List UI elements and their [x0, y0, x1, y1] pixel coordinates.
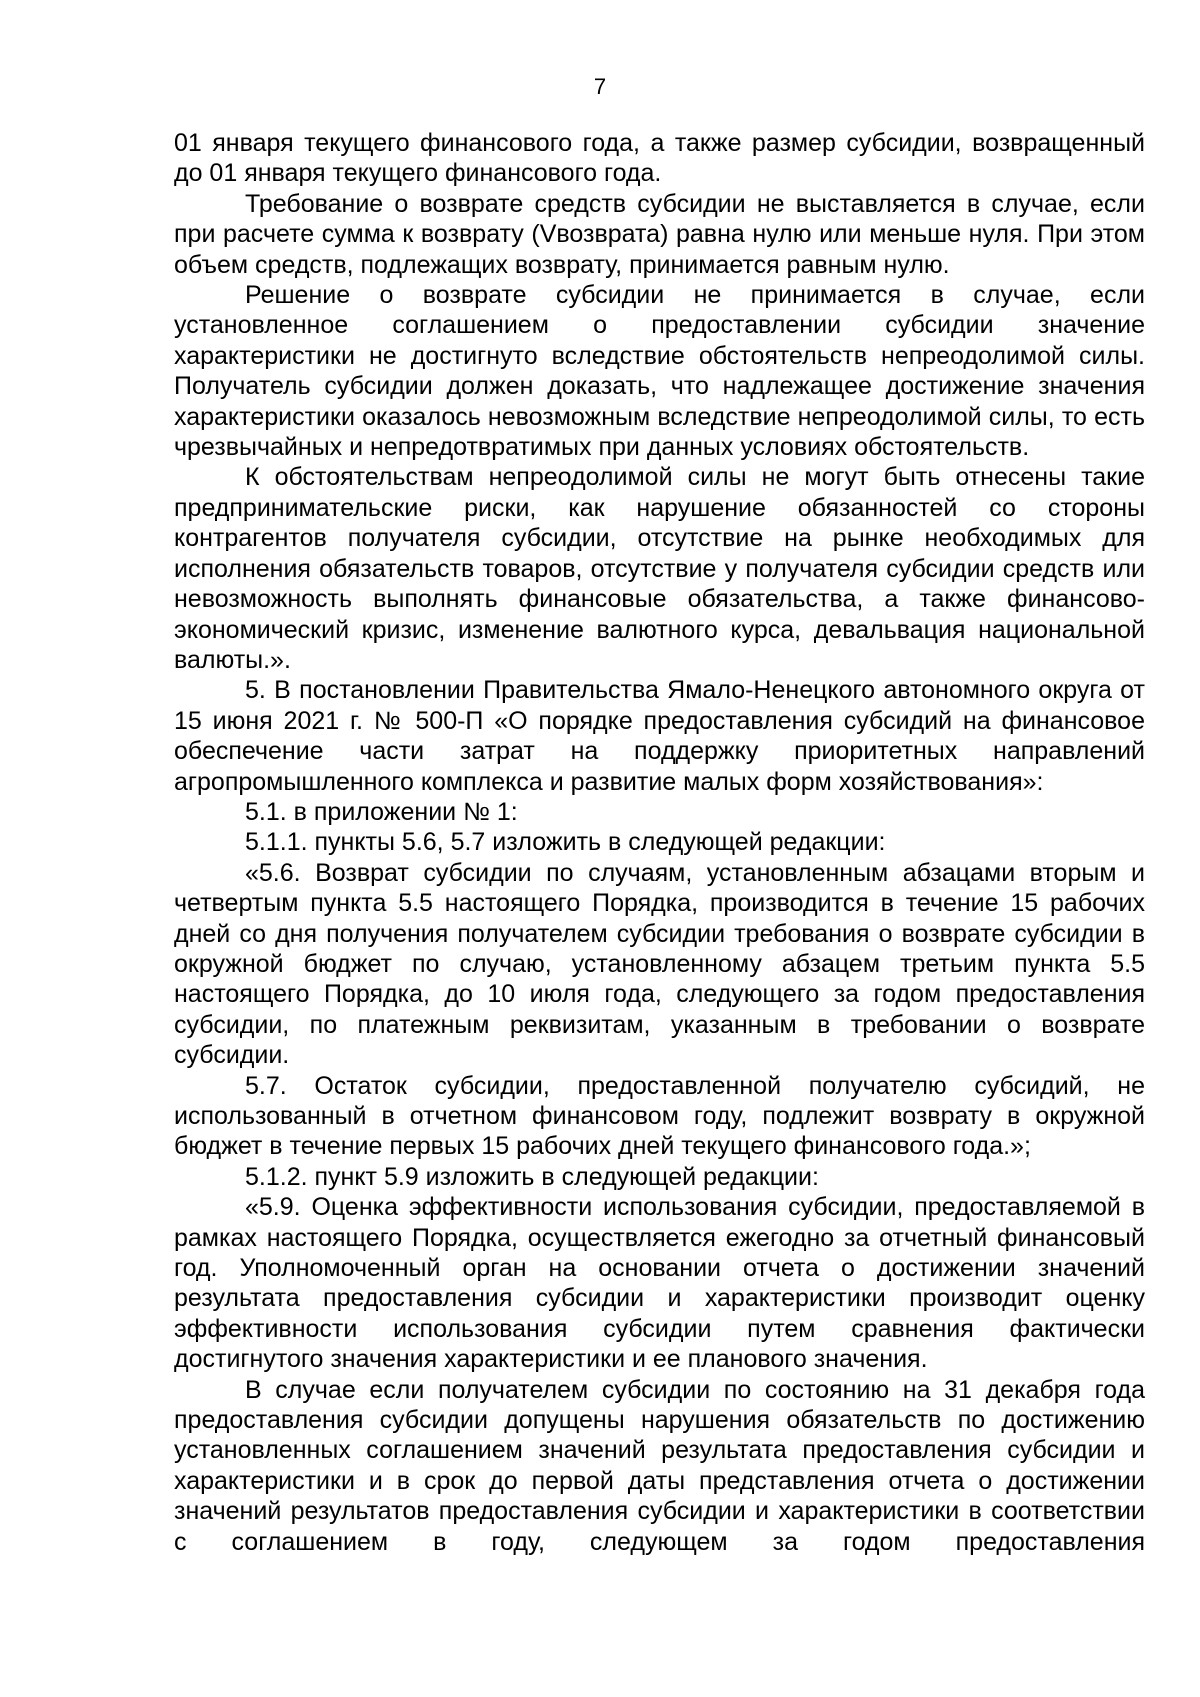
paragraph: 5.1.1. пункты 5.6, 5.7 изложить в следующей редакции:: [245, 828, 886, 857]
paragraph: 5.1.2. пункт 5.9 изложить в следующей редакции:: [245, 1162, 819, 1191]
paragraph: К обстоятельствам непреодолимой силы не могут быть отнесены такие предпринимательские риски, как нарушение обязанностей со стороны контрагентов получателя субсидии, отсутствие на рынке необходимых для исполнения обязательств товаров, отсутствие у получателя субсидии средств или невозможность выполнять финансовые обязательства, а также финансово-экономический кризис, изменение валютного курса, девальвация национальной валюты.».: [174, 463, 1145, 674]
paragraph: Требование о возврате средств субсидии не выставляется в случае, если при расчете сумма к возврату (Vвозврата) равна нулю или меньше нуля. При этом объем средств, подлежащих возврату, принимается равным нулю.: [174, 189, 1145, 279]
paragraph: Решение о возврате субсидии не принимается в случае, если установленное соглашением о предоставлении субсидии значение характеристики не достигнуто вследствие обстоятельств непреодолимой силы. Получатель субсидии должен доказать, что надлежащее достижение значения характеристики оказалось невозможным вследствие непреодолимой силы, то есть чрезвычайных и непредотвратимых при данных условиях обстоятельств.: [174, 281, 1145, 462]
paragraph: 01 января текущего финансового года, а также размер субсидии, возвращенный до 01 января текущего финансового года.: [174, 129, 1145, 188]
document-body: [174, 128, 1145, 1557]
paragraph: 5.1. в приложении № 1:: [245, 797, 518, 826]
paragraph: «5.9. Оценка эффективности использования субсидии, предоставляемой в рамках настоящего Порядка, осуществляется ежегодно за отчетный финансовый год. Уполномоченный орган на основании отчета о достижении значений результата предоставления субсидии и характеристики производит оценку эффективности использования субсидии путем сравнения фактически достигнутого значения характеристики и ее планового значения.: [174, 1193, 1145, 1374]
paragraph: «5.6. Возврат субсидии по случаям, установленным абзацами вторым и четвертым пункта 5.5 настоящего Порядка, производится в течение 15 рабочих дней со дня получения получателем субсидии требования о возврате субсидии в окружной бюджет по случаю, установленному абзацем третьим пункта 5.5 настоящего Порядка, до 10 июля года, следующего за годом предоставления субсидии, по платежным реквизитам, указанным в требовании о возврате субсидии.: [174, 858, 1145, 1070]
page-number: 7: [593, 74, 607, 99]
paragraph: 5.7. Остаток субсидии, предоставленной получателю субсидий, не использованный в отчетном финансовом году, подлежит возврату в окружной бюджет в течение первых 15 рабочих дней текущего финансового года.»;: [174, 1071, 1145, 1161]
paragraph: 5. В постановлении Правительства Ямало-Ненецкого автономного округа от 15 июня 2021 г. № 500-П «О порядке предоставления субсидий на финансовое обеспечение части затрат на поддержку приоритетных направлений агропромышленного комплекса и развитие малых форм хозяйствования»:: [174, 676, 1145, 796]
paragraph: В случае если получателем субсидии по состоянию на 31 декабря года предоставления субсидии допущены нарушения обязательств по достижению установленных соглашением значений результата предоставления субсидии и характеристики и в срок до первой даты представления отчета о достижении значений результатов предоставления субсидии и характеристики в соответствии с соглашением в году, следующем за годом предоставления: [174, 1375, 1145, 1556]
